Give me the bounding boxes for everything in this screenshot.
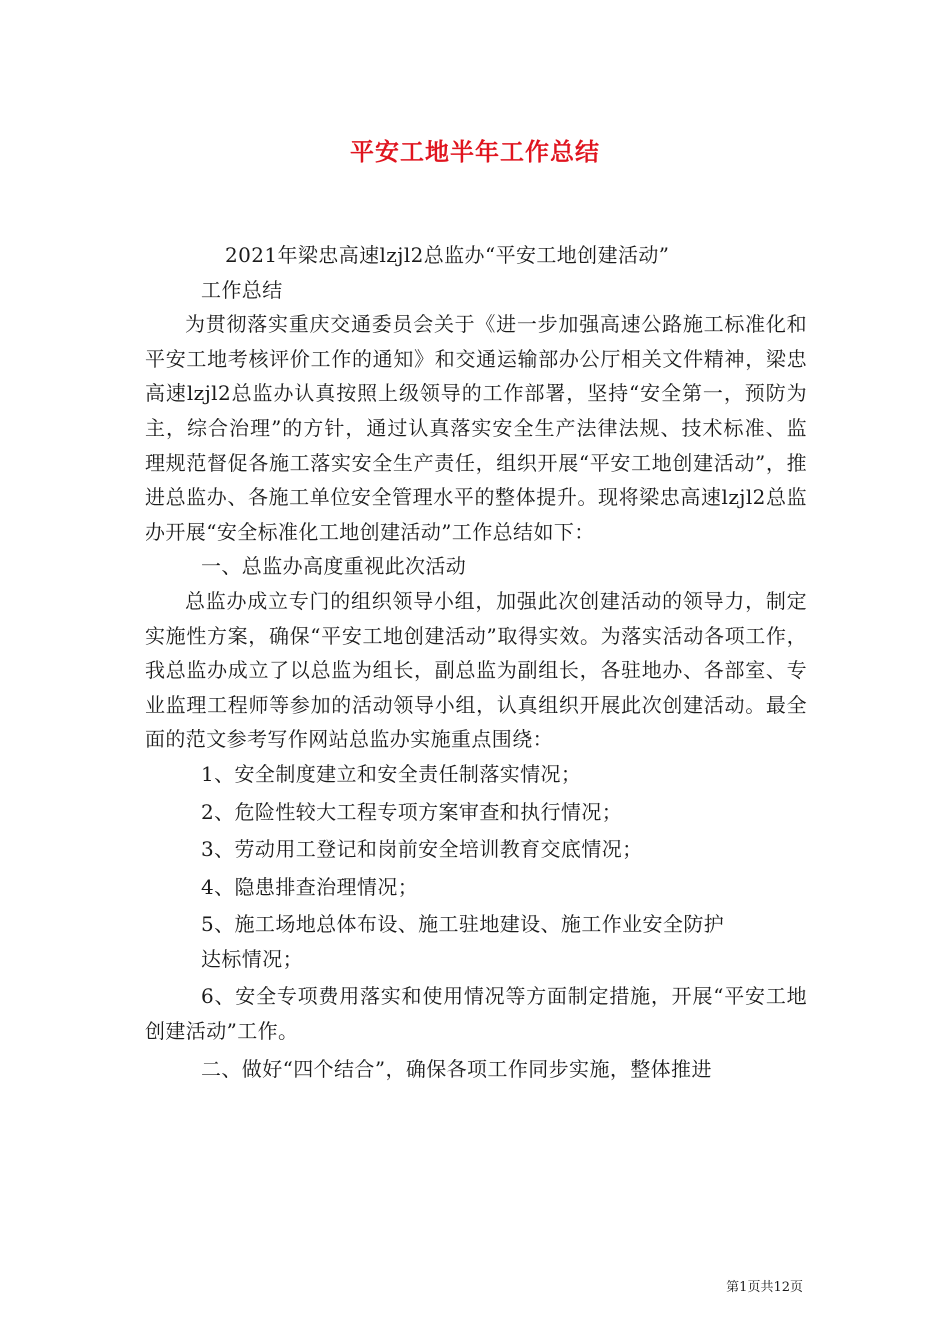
section-2-heading: 二、做好“四个结合”，确保各项工作同步实施，整体推进 xyxy=(201,1056,712,1081)
section-1-heading: 一、总监办高度重视此次活动 xyxy=(201,554,467,579)
list-item-1: 1、安全制度建立和安全责任制落实情况； xyxy=(201,761,582,786)
subtitle-line-1: 2021年梁忠高速lzjl2总监办“平安工地创建活动” xyxy=(225,243,670,267)
section-1-paragraph: 总监办成立专门的组织领导小组，加强此次创建活动的领导力，制定实施性方案，确保“平安工地创建活动”取得实效。为落实活动各项工作，我总监办成立了以总监为组长，副总监为副组长，各驻地办、各部室、专业监理工程师等参加的活动领导小组，认真组织开展此次创建活动。最全面的范文参考写作网站总监办实施重点围绕： xyxy=(145,588,807,752)
list-item-6: 6、安全专项费用落实和使用情况等方面制定措施，开展“平安工地创建活动”工作。 xyxy=(145,984,807,1044)
page-number-footer: 第1页共12页 xyxy=(726,1280,803,1295)
list-item-4: 4、隐患排查治理情况； xyxy=(201,874,419,899)
list-item-3: 3、劳动用工登记和岗前安全培训教育交底情况； xyxy=(201,837,643,862)
list-item-5-line-2: 达标情况； xyxy=(201,946,303,971)
list-item-2: 2、危险性较大工程专项方案审查和执行情况； xyxy=(201,799,623,824)
intro-paragraph: 为贯彻落实重庆交通委员会关于《进一步加强高速公路施工标准化和平安工地考核评价工作的通知》和交通运输部办公厅相关文件精神，梁忠高速lzjl2总监办认真按照上级领导的工作部署，坚持“安全第一，预防为主，综合治理”的方针，通过认真落实安全生产法律法规、技术标准、监理规范督促各施工落实安全生产责任，组织开展“平安工地创建活动”，推进总监办、各施工单位安全管理水平的整体提升。现将梁忠高速lzjl2总监办开展“安全标准化工地创建活动”工作总结如下： xyxy=(145,312,807,544)
document-body xyxy=(145,238,807,1086)
list-item-5-line-1: 5、施工场地总体布设、施工驻地建设、施工作业安全防护 xyxy=(201,912,725,937)
document-title: 平安工地半年工作总结 xyxy=(350,138,600,166)
subtitle-line-2: 工作总结 xyxy=(201,277,283,302)
